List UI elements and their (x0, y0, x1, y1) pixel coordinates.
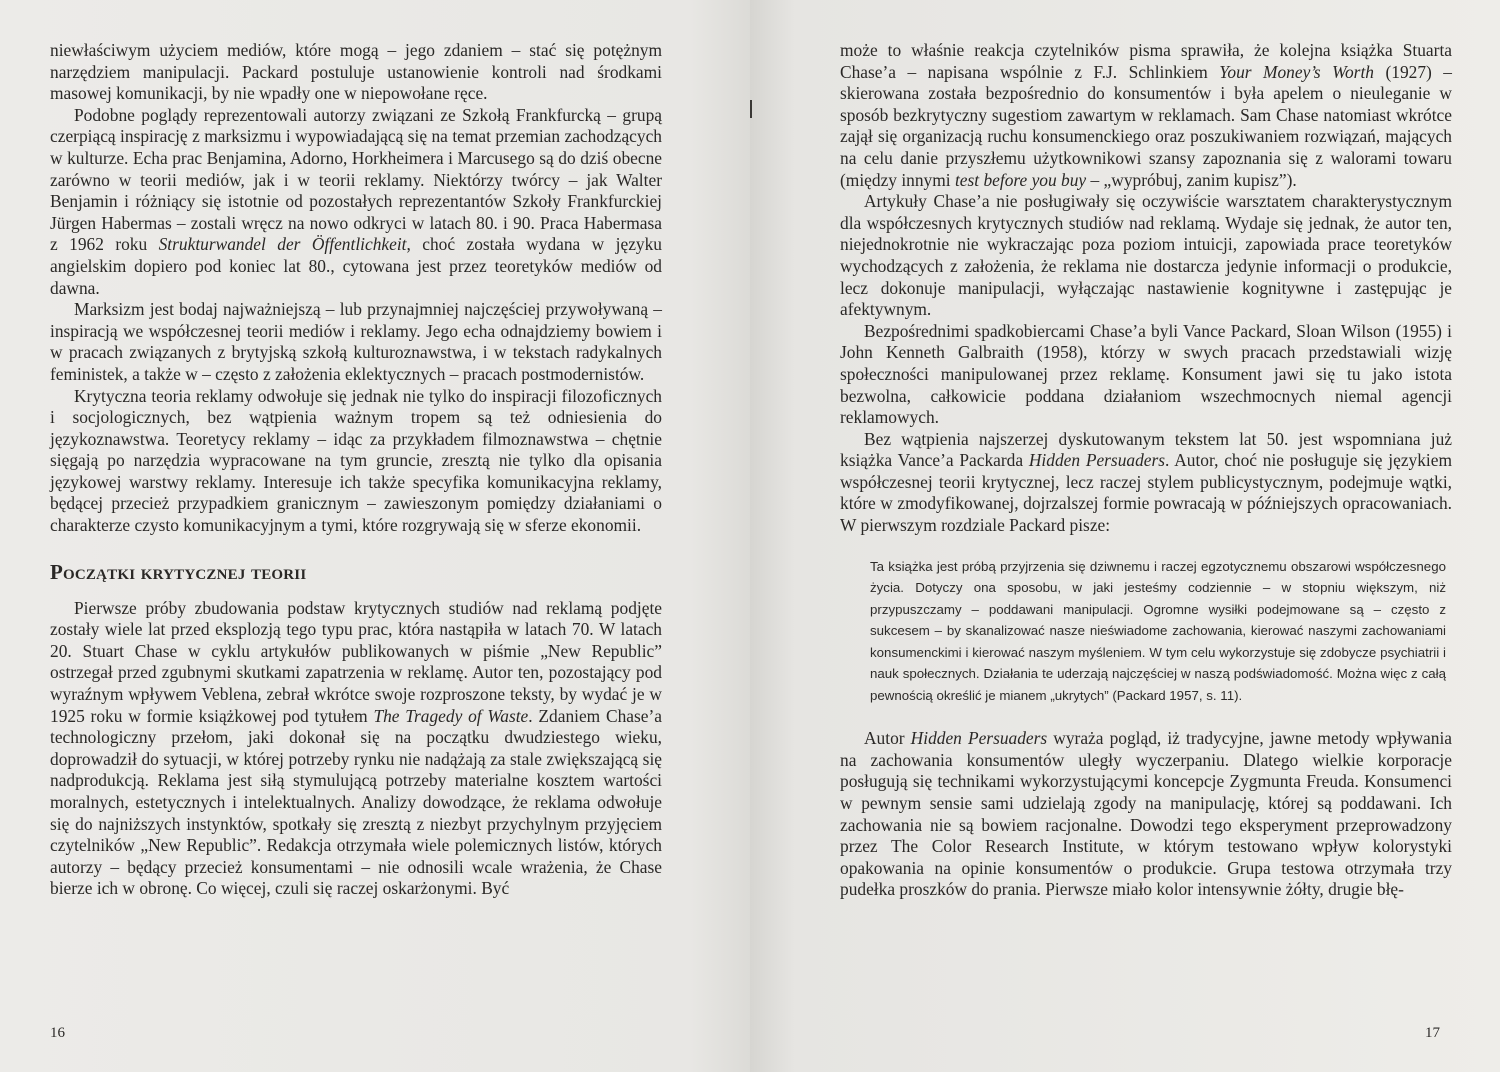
right-page-text (840, 40, 1452, 901)
paragraph: Bez wątpienia najszerzej dyskutowanym tekstem lat 50. jest wspomniana już książka Vance’a Packarda Hidden Persuaders. Autor, choć nie posługuje się językiem współczesnej teorii krytycznej, lecz raczej stylem publicystycznym, podejmuje wątki, które w zmodyfikowanej, dojrzalszej formie powracają w późniejszych opracowaniach. W pierwszym rozdziale Packard pisze: (840, 428, 1453, 536)
paragraph: Krytyczna teoria reklamy odwołuje się jednak nie tylko do inspiracji filozoficznych i socjologicznych, bez wątpienia ważnym tropem są też odniesienia do językoznawstwa. Teoretycy reklamy – idąc za przykładem filmoznawstwa – chętnie sięgają po narzędzia wypracowane na tym gruncie, zresztą nie tylko dla opisania językowej warstwy reklamy. Interesuje ich także specyfika komunikacyjna reklamy, będącej przecież przypadkiem granicznym – zawieszonym pomiędzy działaniami o charakterze czysto komunikacyjnym a tymi, które rozgrywają się w sferze ekonomii. (50, 385, 662, 536)
section-heading: Początki krytycznej teorii (50, 559, 307, 584)
page-number: 17 (1425, 1025, 1440, 1041)
paragraph: może to właśnie reakcja czytelników pisma sprawiła, że kolejna książka Stuarta Chase’a – napisana wspólnie z F.J. Schlinkiem Your Money’s Worth (1927) – skierowana została bezpośrednio do konsumentów i była apelem o nieuleganie w sposób bezkrytyczny sugestiom zawartym w reklamach. Sam Chase natomiast wkrótce zajął się organizacją ruchu konsumenckiego oraz poszukiwaniem rozwiązań, mających na celu danie przyszłemu użytkownikowi szansy zapoznania się z walorami towaru (między innymi test before you buy – „wypróbuj, zanim kupisz”). (840, 40, 1452, 190)
paragraph: Marksizm jest bodaj najważniejszą – lub przynajmniej najczęściej przywoływaną – inspiracją we współczesnej teorii mediów i reklamy. Jego echa odnajdziemy bowiem i w pracach związanych z brytyjską szkołą kulturoznawstwa, i w tekstach radykalnych feministek, a także w – często z założenia eklektycznych – pracach postmodernistów. (50, 299, 662, 384)
paragraph: Artykuły Chase’a nie posługiwały się oczywiście warsztatem charakterystycznym dla współczesnych krytycznych studiów nad reklamą. Wydaje się jednak, że autor ten, niejednokrotnie nie wykraczając poza poziom intuicji, zapowiada prace teoretyków wychodzących z założenia, że reklama nie dostarcza jedynie informacji o produkcie, lecz dokonuje manipulacji, wyłączając nastawienie kognitywne i zastępując je afektywnym. (840, 191, 1452, 320)
block-quote: Ta książka jest próbą przyjrzenia się dziwnemu i raczej egzotycznemu obszarowi współczesnego życia. Dotyczy ona sposobu, w jaki jesteśmy codziennie – w stopniu większym, niż przypuszczamy – poddawani manipulacji. Ogromne wysiłki podejmowane są – często z sukcesem – by skanalizować nasze nieświadome zachowania, kierować naszymi zachowaniami konsumenckimi i kierować naszym myśleniem. W tym celu wykorzystuje się zdobycze psychiatrii i nauk społecznych. Działania te uderzają najczęściej w naszą podświadomość. Można więc z całą pewnością określić je mianem „ukrytych” (Packard 1957, s. 11). (870, 558, 1446, 703)
right-page (750, 0, 1500, 1072)
paragraph: Podobne poglądy reprezentowali autorzy związani ze Szkołą Frankfurcką – grupą czerpiącą inspirację z marksizmu i wypowiadającą się na temat przemian zachodzących w kulturze. Echa prac Benjamina, Adorno, Horkheimera i Marcusego są do dziś obecne zarówno w teorii mediów, jak i w teorii reklamy. Niektórzy twórcy – jak Walter Benjamin i różniący się istotnie od pozostałych reprezentantów Szkoły Frankfurckiej Jürgen Habermas – zostali wręcz na nowo odkryci w latach 80. i 90. Praca Habermasa z 1962 roku Strukturwandel der Öffentlichkeit, choć została wydana w języku angielskim dopiero pod koniec lat 80., cytowana jest przez teoretyków mediów od dawna. (50, 104, 662, 298)
paragraph: Pierwsze próby zbudowania podstaw krytycznych studiów nad reklamą podjęte zostały wiele lat przed eksplozją tego typu prac, która nastąpiła w latach 70. W latach 20. Stuart Chase w cyklu artykułów publikowanych w piśmie „New Republic” ostrzegał przed zgubnymi skutkami zapatrzenia w reklamę. Autor ten, pozostający pod wyraźnym wpływem Veblena, zebrał wkrótce swoje rozproszone teksty, by wydać je w 1925 roku w formie książkowej pod tytułem The Tragedy of Waste. Zdaniem Chase’a technologiczny przełom, jaki dokonał się na początku dwudziestego wieku, doprowadził do sytuacji, w której potrzeby rynku nie nadążają za stale zwiększającą się nadprodukcją. Reklama jest siłą stymulującą potrzeby materialne kosztem wartości moralnych, estetycznych i intelektualnych. Analizy dowodzące, że reklama odwołuje się do najniższych instynktów, spotkały się zresztą z niezbyt przychylnym przyjęciem czytelników „New Republic”. Redakcja otrzymała wiele polemicznych listów, których autorzy – będący przecież konsumentami – nie odnosili wcale wrażenia, że Chase bierze ich w obronę. Co więcej, czuli się raczej oskarżonymi. Być (50, 597, 662, 899)
paragraph: Bezpośrednimi spadkobiercami Chase’a byli Vance Packard, Sloan Wilson (1955) i John Kenneth Galbraith (1958), którzy w swych pracach przedstawiali wizję społeczności manipulowanej przez reklamę. Konsument jawi się tu jako istota bezwolna, całkowicie poddana działaniom wszechmocnych niemal agencji reklamowych. (840, 320, 1452, 428)
paragraph: Autor Hidden Persuaders wyraża pogląd, iż tradycyjne, jawne metody wpływania na zachowania konsumentów uległy wyczerpaniu. Dlatego wielkie korporacje posługują się technikami wykorzystującymi koncepcje Zygmunta Freuda. Konsumenci w pewnym sensie sami udzielają zgody na manipulację, której są poddawani. Ich zachowania nie są bowiem racjonalne. Dowodzi tego eksperyment przeprowadzony przez The Color Research Institute, w którym testowano wpływ kolorystyki opakowania na opinie konsumentów o produkcie. Grupa testowa otrzymała trzy pudełka proszków do prania. Pierwsze miało kolor intensywnie żółty, drugie błę- (840, 728, 1452, 900)
page-number: 16 (50, 1025, 65, 1041)
left-page-text (50, 40, 662, 900)
paragraph: niewłaściwym użyciem mediów, które mogą – jego zdaniem – stać się potężnym narzędziem manipulacji. Packard postuluje ustanowienie kontroli nad środkami masowej komunikacji, by nie wpadły one w niepowołane ręce. (50, 40, 662, 104)
margin-mark (750, 100, 752, 118)
